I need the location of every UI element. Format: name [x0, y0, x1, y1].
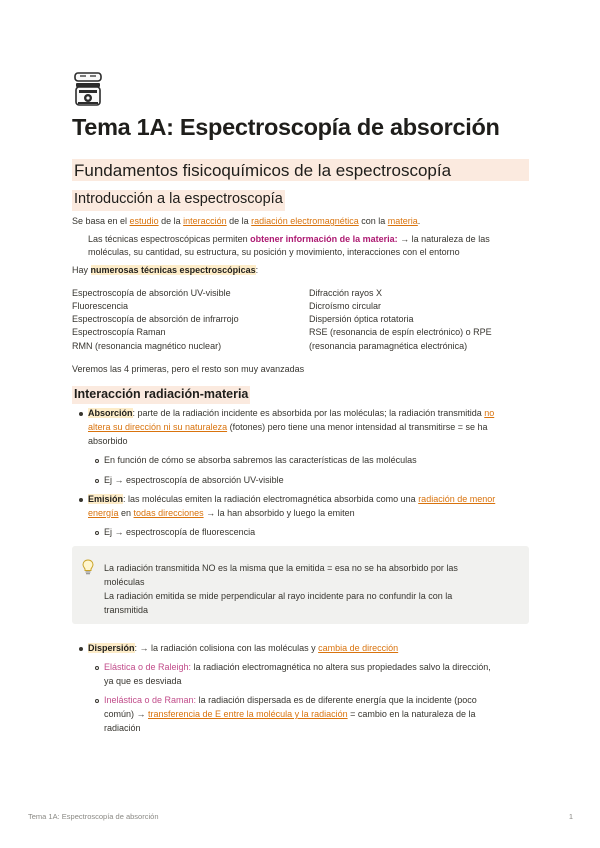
- technique-right-2: Dicroísmo circular: [309, 301, 382, 311]
- lightbulb-icon: [82, 559, 94, 575]
- technique-left-1: Espectroscopía de absorción UV-visible: [72, 288, 231, 298]
- callout-line-2: moléculas: [104, 577, 145, 587]
- dispersion-line-1: Dispersión: → la radiación colisiona con las moléculas y cambia de dirección: [88, 643, 399, 653]
- callout-box: [72, 546, 529, 624]
- technique-right-5: (resonancia paramagnética electrónica): [309, 341, 468, 351]
- subsection-heading-interaccion: Interacción radiación-materia: [72, 386, 250, 404]
- link-interaccion[interactable]: interacción: [183, 216, 227, 226]
- intro-paragraph-3: Hay numerosas técnicas espectroscópicas:: [72, 265, 259, 275]
- absorcion-sub-2: Ej → espectroscopía de absorción UV-visible: [104, 475, 284, 485]
- intro-paragraph-2-line1: Las técnicas espectroscópicas permiten obtener información de la materia: → la naturaleza de las: [88, 234, 490, 244]
- section-heading-fundamentos: [72, 159, 529, 181]
- absorcion-sub-1: En función de cómo se absorba sabremos las características de las moléculas: [104, 455, 417, 465]
- dispersion-sub-1-line-1: Elástica o de Raleigh: la radiación electromagnética no altera sus propiedades salvo la dirección,: [104, 662, 491, 672]
- sub-bullet-dispersion-1: [95, 666, 99, 670]
- callout-line-3: La radiación emitida se mide perpendicular al rayo incidente para no confundir la con la: [104, 591, 453, 601]
- technique-right-3: Dispersión óptica rotatoria: [309, 314, 414, 324]
- link-materia[interactable]: materia: [387, 216, 418, 226]
- callout-line-1: La radiación transmitida NO es la misma que la emitida = esa no se ha absorbido por las: [104, 563, 458, 573]
- dispersion-sub-2-line-2: común) → transferencia de E entre la molécula y la radiación = cambio en la naturaleza de la: [104, 709, 476, 719]
- subsection-heading-introduccion: Introducción a la espectroscopía: [72, 190, 285, 211]
- bullet-emision: [79, 498, 83, 502]
- dispersion-sub-1-line-2: ya que es desviada: [104, 676, 182, 686]
- intro-paragraph-2-line2: moléculas, su cantidad, su estructura, su posición y movimiento, interacciones con el entorno: [88, 247, 460, 257]
- link-estudio[interactable]: estudio: [129, 216, 159, 226]
- footer-title: Tema 1A: Espectroscopía de absorción: [28, 812, 159, 821]
- technique-left-5: RMN (resonancia magnético nuclear): [72, 341, 222, 351]
- dispersion-sub-2-line-1: Inelástica o de Raman: la radiación dispersada es de diferente energía que la incidente (poco: [104, 695, 477, 705]
- intro-paragraph-4: Veremos las 4 primeras, pero el resto son muy avanzadas: [72, 364, 305, 374]
- bullet-dispersion: [79, 647, 83, 651]
- emision-line-2: energía en todas direcciones → la han absorbido y luego la emiten: [88, 508, 355, 518]
- emision-sub-1: Ej → espectroscopía de fluorescencia: [104, 527, 256, 537]
- bullet-absorcion: [79, 412, 83, 416]
- absorcion-line-3: absorbido: [88, 436, 128, 446]
- spectrometer-icon: [72, 72, 106, 108]
- link-radiacion[interactable]: radiación electromagnética: [251, 216, 359, 226]
- technique-left-4: Espectroscopía Raman: [72, 327, 166, 337]
- absorcion-line-1: Absorción: parte de la radiación incidente es absorbida por las moléculas; la radiación transmitida no: [88, 408, 495, 418]
- callout-line-4: transmitida: [104, 605, 149, 615]
- sub-bullet-emision-1: [95, 531, 99, 535]
- absorcion-line-2: altera su dirección ni su naturaleza (fotones) pero tiene una menor intensidad al transmitirse = se ha: [88, 422, 488, 432]
- sub-bullet-absorcion-2: [95, 479, 99, 483]
- emision-line-1: Emisión: las moléculas emiten la radiación electromagnética absorbida como una radiación de menor: [88, 494, 496, 504]
- sub-bullet-dispersion-2: [95, 699, 99, 703]
- page-title: Tema 1A: Espectroscopía de absorción: [72, 114, 500, 140]
- technique-right-1: Difracción rayos X: [309, 288, 383, 298]
- technique-left-2: Fluorescencia: [72, 301, 129, 311]
- page-footer: [28, 812, 573, 821]
- section-heading-text: Fundamentos fisicoquímicos de la espectroscopía: [74, 161, 452, 180]
- technique-left-3: Espectroscopía de absorción de infrarrojo: [72, 314, 239, 324]
- technique-right-4: RSE (resonancia de espín electrónico) o RPE: [309, 327, 492, 337]
- page-number: 1: [568, 812, 573, 821]
- sub-bullet-absorcion-1: [95, 459, 99, 463]
- intro-paragraph-1: Se basa en el estudio de la interacción de la radiación electromagnética con la materia.: [72, 216, 421, 226]
- dispersion-sub-2-line-3: radiación: [104, 723, 141, 733]
